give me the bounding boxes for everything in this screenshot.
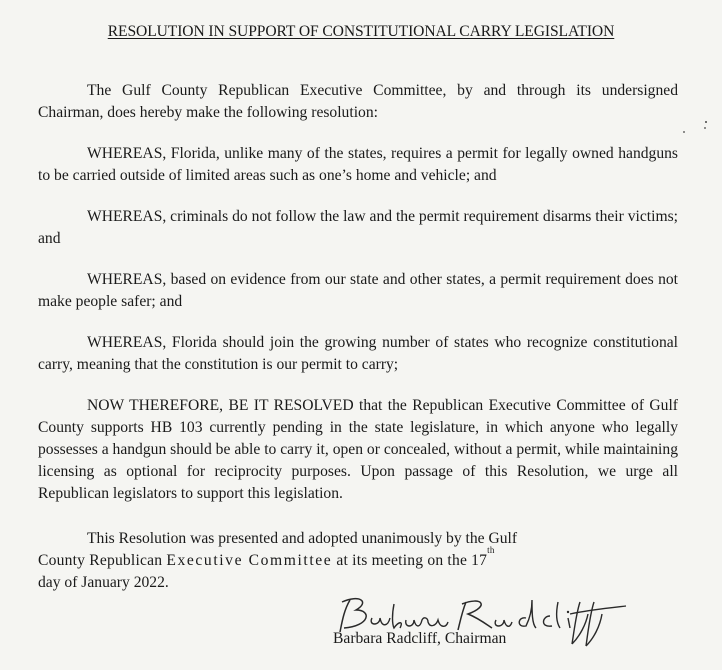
intro-paragraph: The Gulf County Republican Executive Committee, by and through its undersigned Chairman, does hereby make the following resolution: xyxy=(38,82,678,121)
document-title: RESOLUTION IN SUPPORT OF CONSTITUTIONAL CARRY LEGISLATION xyxy=(107,23,615,40)
closing-line-3: day of January 2022. xyxy=(38,574,169,591)
closing-statement xyxy=(38,528,578,594)
paper-specks xyxy=(680,118,710,148)
whereas-paragraph-2: WHEREAS, criminals do not follow the law and the permit requirement disarms their victims; and xyxy=(38,208,678,247)
whereas-paragraph-1: WHEREAS, Florida, unlike many of the states, requires a permit for legally owned handguns to be carried outside of limited areas such as one’s home and vehicle; and xyxy=(38,145,678,184)
closing-line-2 xyxy=(38,545,578,572)
whereas-paragraph-3: WHEREAS, based on evidence from our state and other states, a permit requirement does not make people safer; and xyxy=(38,271,678,310)
closing-line-2-start: County Republican xyxy=(38,552,163,569)
resolved-paragraph: NOW THEREFORE, BE IT RESOLVED that the Republican Executive Committee of Gulf County supports HB 103 currently pending in the state legislature, in which anyone who legally possesses a handgun should be able to carry it, open or concealed, without a permit, while maintaining licensing as optional for reciprocity purposes. Upon passage of this Resolution, we urge all Republican legislators to support this legislation. xyxy=(38,397,678,502)
closing-line-1: This Resolution was presented and adopted unanimously by the Gulf xyxy=(87,530,518,547)
ordinal-suffix: th xyxy=(487,545,495,555)
whereas-paragraph-4: WHEREAS, Florida should join the growing number of states who recognize constitutional carry, meaning that the constitution is our permit to carry; xyxy=(38,334,678,373)
signer-name: Barbara Radcliff, Chairman xyxy=(333,630,507,647)
closing-line-2-end: at its meeting on the 17 xyxy=(336,552,488,569)
closing-line-2-committee: Executive Committee xyxy=(166,552,333,569)
